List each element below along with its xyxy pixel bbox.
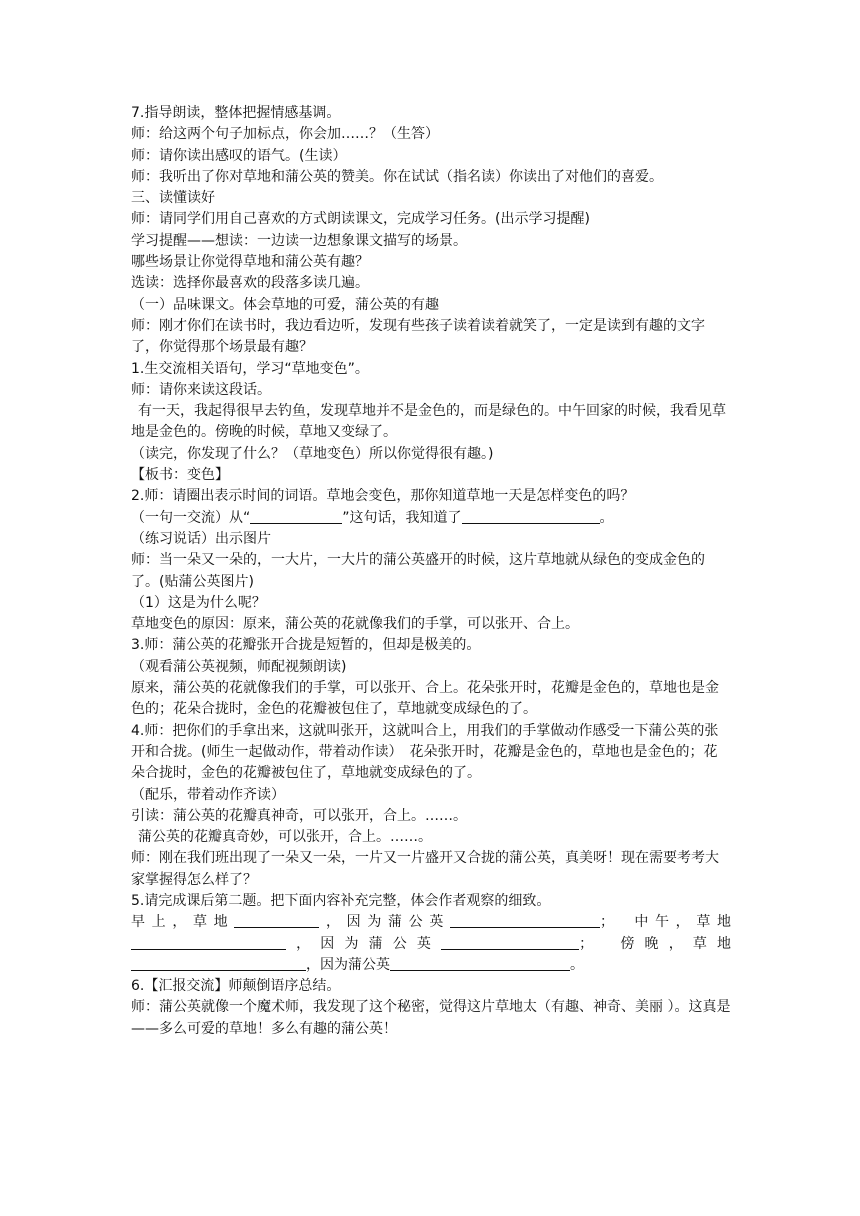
answer-blank[interactable] xyxy=(441,934,579,950)
line-1: 7.指导朗读，整体把握情感基调。 xyxy=(131,105,341,121)
answer-blank[interactable] xyxy=(131,955,306,971)
line-12: 1.生交流相关语句，学习“草地变色”。 xyxy=(131,360,369,377)
line-26: 4.师：把你们的手拿出来，这就叫张开，这就叫合上，用我们的手掌做动作感受一下蒲公英的张开和合拢。(师生一起做动作，带着动作读） 花朵张开时，花瓣是金色的，草地也是金色的；花朵合拢时，金色的花瓣被包住了，草地就变成绿色的了。 xyxy=(131,722,719,782)
fill-text: ，因为蒲公英 xyxy=(286,935,442,952)
line-22: 草地变色的原因：原来，蒲公英的花就像我们的手掌，可以张开、合上。 xyxy=(131,616,579,633)
line-4: 师：我听出了你对草地和蒲公英的赞美。你在试试（指名读）你读出了对他们的喜爱。 xyxy=(131,168,663,185)
fill-text: ； 中午，草地 xyxy=(600,914,732,931)
answer-blank[interactable] xyxy=(131,934,286,950)
line-28: 引读：蒲公英的花瓣真神奇，可以张开，合上。……。 xyxy=(131,807,467,824)
line-19: （练习说话）出示图片 xyxy=(131,530,271,547)
quoted-passage: 有一天，我起得很早去钓鱼，发现草地并不是金色的，而是绿色的。中午回家的时候，我看见草地是金色的。傍晚的时候，草地又变绿了。 xyxy=(131,403,726,441)
line-7: 学习提醒——想读：一边读一边想象课文描写的场景。 xyxy=(131,232,467,249)
line-24: （观看蒲公英视频，师配视频朗读) xyxy=(131,658,347,675)
line-11: 师：刚才你们在读书时，我边看边听，发现有些孩子读着读着就笑了，一定是读到有趣的文字了，你觉得那个场景最有趣？ xyxy=(131,317,705,356)
exchange-mid: ”这句话，我知道了 xyxy=(342,509,462,526)
line-25: 原来，蒲公英的花就像我们的手掌，可以张开、合上。花朵张开时，花瓣是金色的，草地也是金色的；花朵合拢时，金色的花瓣被包住了，草地就变成绿色的了。 xyxy=(131,680,719,718)
line-31: 5.请完成课后第二题。把下面内容补充完整，体会作者观察的细致。 xyxy=(131,892,551,909)
line-3: 师：请你读出感叹的语气。(生读） xyxy=(131,147,347,164)
line-27: （配乐，带着动作齐读） xyxy=(131,786,285,803)
answer-blank[interactable] xyxy=(234,912,319,928)
line-36: 师：蒲公英就像一个魔术师，我发现了这个秘密，觉得这片草地太（有趣、神奇、美丽 ）。这真是——多么可爱的草地！多么有趣的蒲公英！ xyxy=(131,999,731,1037)
fill-text: ； 傍晚，草地 xyxy=(579,935,732,952)
fill-text: 早上，草地 xyxy=(131,914,235,931)
board-note: 【板书：变色】 xyxy=(131,467,229,484)
line-13: 师：请你来读这段话。 xyxy=(131,381,271,398)
line-15: （读完，你发现了什么？（草地变色）所以你觉得很有趣。) xyxy=(131,445,494,462)
line-29: 蒲公英的花瓣真奇妙，可以张开，合上。……。 xyxy=(138,829,432,846)
answer-blank[interactable] xyxy=(390,955,570,971)
line-35: 6.【汇报交流】师颠倒语序总结。 xyxy=(131,978,341,995)
exchange-end: 。 xyxy=(599,509,614,526)
answer-blank[interactable] xyxy=(450,912,600,928)
line-9: 选读：选择你最喜欢的段落多读几遍。 xyxy=(131,275,369,292)
line-20: 师：当一朵又一朵的，一大片，一大片的蒲公英盛开的时候，这片草地就从绿色的变成金色的了。(贴蒲公英图片) xyxy=(131,552,705,590)
subsection-heading-1: （一）品味课文。体会草地的可爱，蒲公英的有趣 xyxy=(131,296,439,313)
line-2: 师：给这两个句子加标点，你会加……？（生答） xyxy=(131,126,439,143)
line-8: 哪些场景让你觉得草地和蒲公英有趣？ xyxy=(131,254,369,271)
fill-line-2 xyxy=(131,934,731,955)
exchange-line xyxy=(131,508,731,529)
line-30: 师：刚在我们班出现了一朵又一朵，一片又一片盛开又合拢的蒲公英，真美呀！现在需要考考大家掌握得怎么样了？ xyxy=(131,850,719,888)
line-23: 3.师：蒲公英的花瓣张开合拢是短暂的，但却是极美的。 xyxy=(131,637,481,654)
fill-text: 。 xyxy=(570,956,584,973)
line-6: 师：请同学们用自己喜欢的方式朗读课文，完成学习任务。(出示学习提醒) xyxy=(131,211,590,228)
answer-blank[interactable] xyxy=(250,508,342,524)
line-21: （1）这是为什么呢？ xyxy=(131,594,266,611)
document-body xyxy=(131,103,731,1040)
line-17: 2.师：请圈出表示时间的词语。草地会变色，那你知道草地一天是怎样变色的吗？ xyxy=(131,488,635,505)
fill-text: ，因为蒲公英 xyxy=(306,956,390,973)
fill-line-1 xyxy=(131,912,731,933)
exchange-open: （一句一交流）从“ xyxy=(131,509,251,526)
fill-text: ，因为蒲公英 xyxy=(319,914,451,931)
fill-line-3 xyxy=(131,955,731,976)
answer-blank[interactable] xyxy=(462,508,600,524)
section-heading-3: 三、读懂读好 xyxy=(131,190,215,207)
